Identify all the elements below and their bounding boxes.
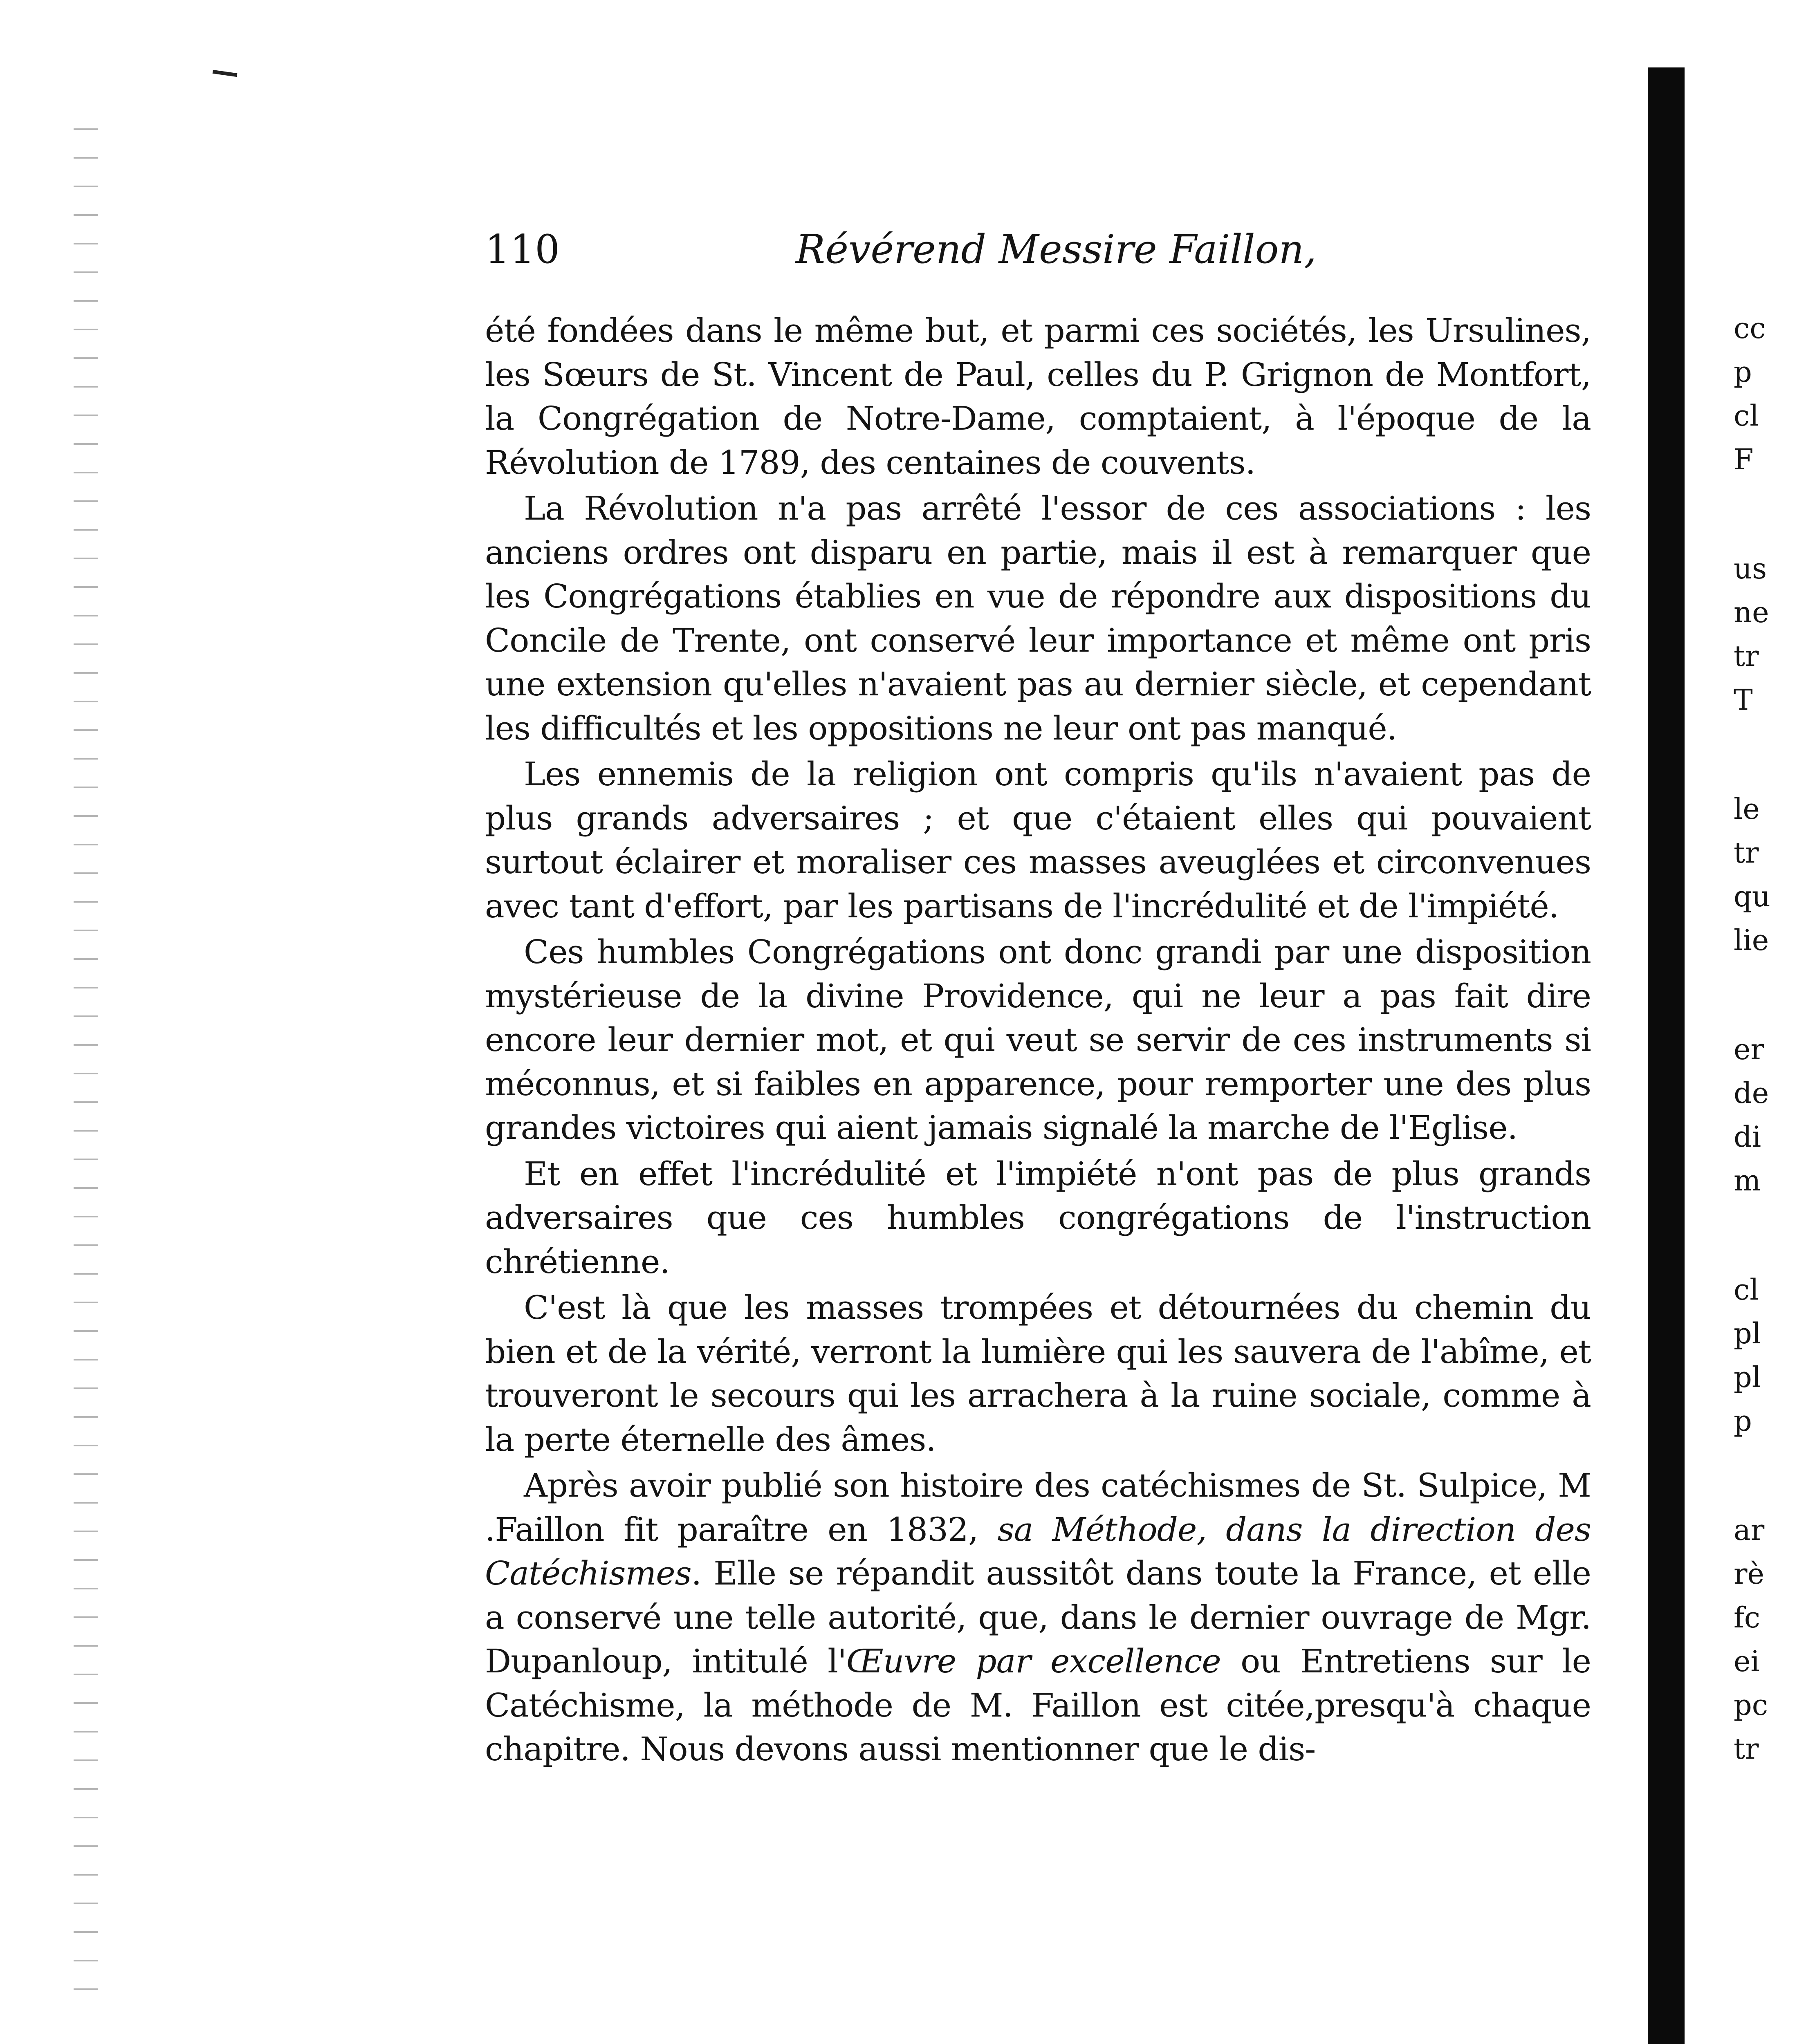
paragraph-7-text-a: Après avoir publié son histoire des catéchismes de St. Sulpice, M .Faillon fit paraître en 1832, [485, 1466, 1591, 1549]
book-title-oeuvre: Œuvre par excellence [846, 1642, 1221, 1680]
paragraph-6: C'est là que les masses trompées et détournées du chemin du bien et de la vérité, verront la lumière qui les sauvera de l'abîme, et trouveront le secours qui les arrachera à la ruine sociale, comme à la perte éternelle des âmes. [485, 1289, 1591, 1459]
page-number: 110 [485, 226, 560, 272]
facing-page-line: pl [1734, 1317, 1761, 1350]
facing-page-line: pl [1734, 1360, 1761, 1394]
facing-page-group [1734, 307, 1806, 482]
facing-page-line: us [1734, 552, 1767, 585]
facing-page-line: tr [1734, 639, 1759, 673]
facing-page-line: tr [1734, 836, 1759, 870]
facing-page-line: fc [1734, 1601, 1761, 1634]
paragraph-3: Les ennemis de la religion ont compris qu'ils n'avaient pas de plus grands adversaires ; et que c'étaient elles qui pouvaient surtout éclairer et moraliser ces masses aveuglées et circonvenues avec tant d'effort, par les partisans de l'incrédulité et de l'impiété. [485, 755, 1591, 925]
facing-page-line: p [1734, 355, 1752, 389]
paragraph-7-text-e: ou Entretiens sur le Catéchisme, la méthode de M. Faillon est citée,presqu'à chaque chapitre. Nous devons aussi mentionner que le dis- [485, 1642, 1591, 1768]
paragraph-1: été fondées dans le même but, et parmi ces sociétés, les Ursulines, les Sœurs de St. Vincent de Paul, celles du P. Grignon de Montfort, la Congrégation de Notre-Dame, comptaient, à l'époque de la Révolution de 1789, des centaines de couvents. [485, 312, 1591, 482]
facing-page-line: cl [1734, 399, 1759, 433]
paragraph-2: La Révolution n'a pas arrêté l'essor de ces associations : les anciens ordres ont disparu en partie, mais il est à remarquer que les Congrégations établies en vue de répondre aux dispositions du Concile de Trente, ont conservé leur importance et même ont pris une extension qu'elles n'avaient pas au dernier siècle, et cependant les difficultés et les oppositions ne leur ont pas manqué. [485, 489, 1591, 747]
facing-page-line: m [1734, 1164, 1761, 1197]
facing-page-line: cl [1734, 1273, 1759, 1307]
facing-page-line: T [1734, 683, 1753, 717]
facing-page-line: tr [1734, 1732, 1759, 1766]
facing-page-group [1734, 547, 1806, 722]
binding-shadow [1648, 67, 1685, 2044]
facing-page-line: p [1734, 1404, 1752, 1438]
page-header [485, 223, 1591, 276]
running-title: Révérend Messire Faillon, [796, 226, 1317, 272]
facing-page-line: rè [1734, 1557, 1764, 1591]
facing-page-group [1734, 1028, 1806, 1203]
facing-page-line: pc [1734, 1688, 1768, 1722]
facing-page-group [1734, 1508, 1806, 1771]
facing-page-line: F [1734, 443, 1754, 476]
paragraph-5: Et en effet l'incrédulité et l'impiété n'ont pas de plus grands adversaires que ces humbles congrégations de l'instruction chrétienne. [485, 1154, 1591, 1281]
facing-page-line: di [1734, 1120, 1761, 1154]
facing-page-line: ei [1734, 1645, 1760, 1678]
paragraph-7 [485, 1464, 1591, 1771]
facing-page-group [1734, 1268, 1806, 1443]
paragraph-4: Ces humbles Congrégations ont donc grandi par une disposition mystérieuse de la divine Providence, qui ne leur a pas fait dire encore leur dernier mot, et qui veut se servir de ces instruments si méconnus, et si faibles en apparence, pour remporter une des plus grandes victoires qui aient jamais signalé la marche de l'Eglise. [485, 933, 1591, 1147]
facing-page-line: lie [1734, 923, 1769, 957]
scan-gutter-noise [74, 114, 98, 1995]
facing-page-line: ne [1734, 596, 1769, 629]
facing-page-line: le [1734, 792, 1760, 826]
main-text [485, 309, 1591, 1771]
facing-page-fragments [1734, 307, 1806, 1836]
facing-page-line: cc [1734, 312, 1766, 345]
paragraph-7-text-c: . Elle se répandit aussitôt dans toute la France, et elle a conservé une telle autorité, que, dans le dernier ouvrage de Mgr. Dupanloup, intitulé l' [485, 1554, 1591, 1680]
facing-page-line: ar [1734, 1513, 1765, 1547]
facing-page-group [1734, 787, 1806, 962]
scan-margin-mark [213, 70, 238, 77]
facing-page-line: qu [1734, 880, 1770, 913]
book-title-methode: sa Méthode, dans la direction des Catéchismes [485, 1510, 1591, 1592]
facing-page-line: de [1734, 1076, 1769, 1110]
facing-page-line: er [1734, 1033, 1764, 1066]
